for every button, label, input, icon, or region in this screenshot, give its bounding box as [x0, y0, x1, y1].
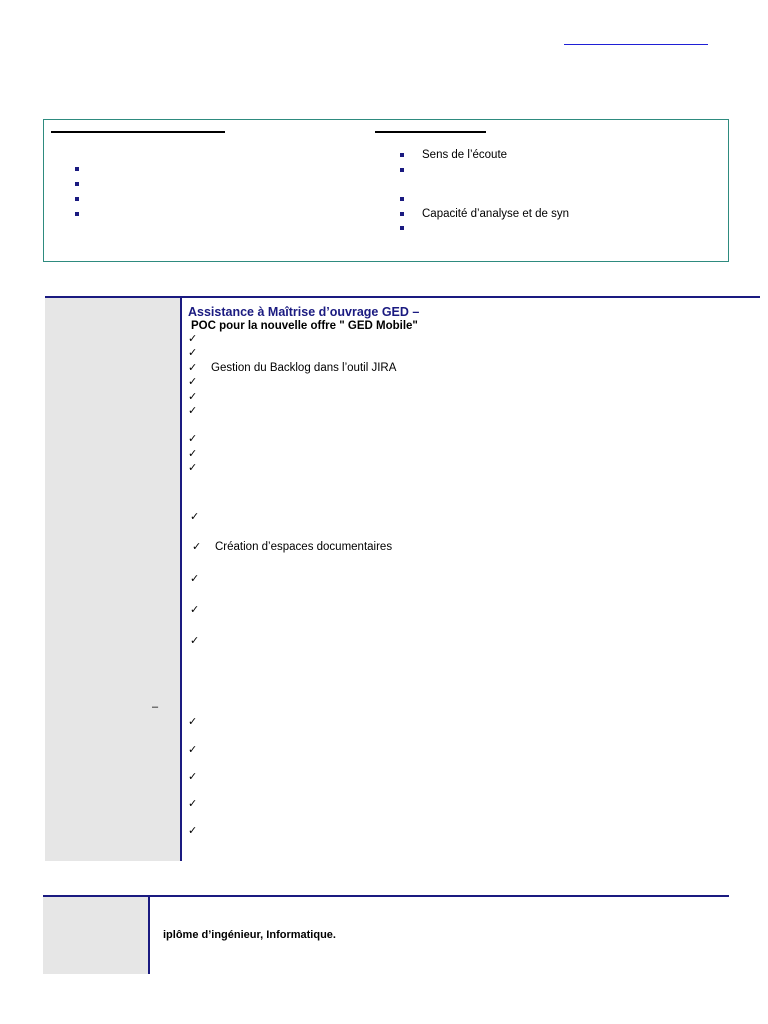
check-icon: ✓ [188, 405, 198, 417]
skills-right-bullet [400, 168, 404, 172]
skills-right-heading-rule [375, 131, 486, 133]
check-icon: ✓ [188, 825, 198, 837]
education-divider [148, 897, 150, 974]
experience-title: Assistance à Maîtrise d’ouvrage GED – [188, 305, 420, 319]
skills-left-bullet [75, 212, 79, 216]
education-degree: iplôme d’ingénieur, Informatique. [163, 929, 336, 941]
skills-left-bullet [75, 182, 79, 186]
check-icon: ✓ [190, 604, 200, 616]
education-date-column [43, 897, 148, 974]
check-icon: ✓ [190, 635, 200, 647]
skills-right-item: Capacité d’analyse et de syn [422, 208, 570, 220]
check-icon: ✓ [188, 716, 198, 728]
skills-right-bullet [400, 153, 404, 157]
check-icon: ✓ [188, 798, 198, 810]
check-icon: ✓ [188, 771, 198, 783]
check-icon: ✓ [188, 376, 198, 388]
check-icon: ✓ [190, 511, 200, 523]
check-icon: ✓ [188, 462, 198, 474]
check-icon: ✓ [188, 433, 198, 445]
experience-task: Création d’espaces documentaires [215, 541, 393, 553]
experience-subtitle: POC pour la nouvelle offre " GED Mobile" [191, 320, 418, 332]
experience-divider [180, 298, 182, 861]
experience-date-dash: – [152, 701, 159, 713]
skills-right-bullet [400, 226, 404, 230]
check-icon: ✓ [188, 391, 198, 403]
skills-left-heading-rule [51, 131, 225, 133]
experience-task: Gestion du Backlog dans l’outil JIRA [211, 362, 397, 374]
skills-box [43, 119, 729, 262]
skills-left-bullet [75, 167, 79, 171]
check-icon: ✓ [188, 362, 198, 374]
check-icon: ✓ [188, 448, 198, 460]
skills-left-bullet [75, 197, 79, 201]
skills-right-bullet [400, 197, 404, 201]
check-icon: ✓ [190, 573, 200, 585]
header-link-underline[interactable] [564, 44, 708, 45]
check-icon: ✓ [188, 744, 198, 756]
experience-date-column [45, 298, 180, 861]
check-icon: ✓ [188, 347, 198, 359]
check-icon: ✓ [188, 333, 198, 345]
skills-right-bullet [400, 212, 404, 216]
skills-right-item: Sens de l’écoute [422, 149, 508, 161]
check-icon: ✓ [192, 541, 202, 553]
